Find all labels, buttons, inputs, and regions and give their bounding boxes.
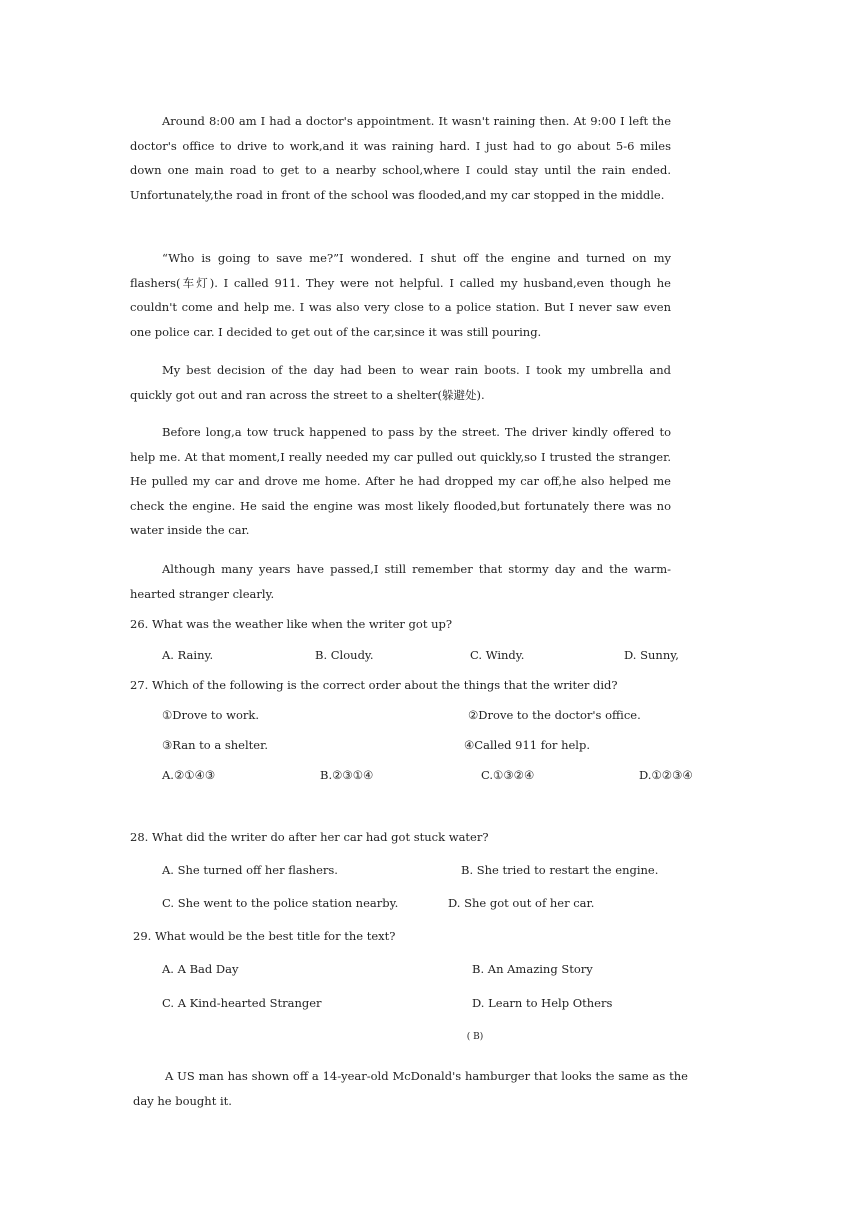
passage-a-paragraph-1: Around 8:00 am I had a doctor's appointment. It wasn't raining then. At 9:00 I left the doctor's office to drive to work,and it was raining hard. I just had to go about 5-6 miles down one main road to get to a nearby school,where I could stay until the rain ended. Unfortunately,the road in front of the school was flooded,and my car stopped in the middle.: [130, 114, 671, 202]
question-29-option-a: A. A Bad Day: [162, 962, 239, 976]
question-29-stem: 29. What would be the best title for the text?: [133, 929, 396, 943]
question-27-item-2: ②Drove to the doctor's office.: [468, 708, 641, 722]
question-27-option-a: A.②①④③: [162, 768, 216, 782]
question-28-option-d: D. She got out of her car.: [448, 896, 595, 910]
question-27-option-d: D.①②③④: [639, 768, 693, 782]
question-28-option-b: B. She tried to restart the engine.: [461, 863, 659, 877]
question-26-option-b: B. Cloudy.: [315, 648, 374, 662]
passage-b-paragraph-1: A US man has shown off a 14-year-old McDonald's hamburger that looks the same as the day he bought it.: [133, 1069, 688, 1108]
question-27-item-3: ③Ran to a shelter.: [162, 738, 268, 752]
question-29-option-b: B. An Amazing Story: [472, 962, 593, 976]
question-27-item-4: ④Called 911 for help.: [464, 738, 590, 752]
question-28-option-a: A. She turned off her flashers.: [162, 863, 338, 877]
passage-a-paragraph-2: “Who is going to save me?”I wondered. I shut off the engine and turned on my flashers(车灯). I called 911. They were not helpful. I called my husband,even though he couldn't come and help me. I was also very close to a police station. But I never saw even one police car. I decided to get out of the car,since it was still pouring.: [130, 251, 671, 339]
question-26-stem: 26. What was the weather like when the writer got up?: [130, 617, 453, 631]
question-29-option-d: D. Learn to Help Others: [472, 996, 613, 1010]
question-28-option-c: C. She went to the police station nearby.: [162, 896, 399, 910]
passage-a-paragraph-4: Before long,a tow truck happened to pass by the street. The driver kindly offered to help me. At that moment,I really needed my car pulled out quickly,so I trusted the stranger. He pulled my car and drove me home. After he had dropped my car off,he also helped me check the engine. He said the engine was most likely flooded,but fortunately there was no water inside the car.: [130, 425, 671, 538]
section-b-label: ( B): [466, 1032, 484, 1042]
question-27-option-c: C.①③②④: [481, 768, 535, 782]
question-26-option-c: C. Windy.: [470, 648, 525, 662]
passage-a-paragraph-3: My best decision of the day had been to wear rain boots. I took my umbrella and quickly got out and ran across the street to a shelter(躲避处).: [130, 363, 671, 402]
question-26-option-a: A. Rainy.: [162, 648, 214, 662]
question-27-option-b: B.②③①④: [320, 768, 374, 782]
question-27-stem: 27. Which of the following is the correct order about the things that the writer did?: [130, 678, 618, 692]
passage-a-paragraph-5: Although many years have passed,I still remember that stormy day and the warm-hearted stranger clearly.: [130, 562, 671, 601]
question-26-option-d: D. Sunny,: [624, 648, 679, 662]
question-28-stem: 28. What did the writer do after her car had got stuck water?: [130, 830, 489, 844]
question-29-option-c: C. A Kind-hearted Stranger: [162, 996, 322, 1010]
question-27-item-1: ①Drove to work.: [162, 708, 259, 722]
